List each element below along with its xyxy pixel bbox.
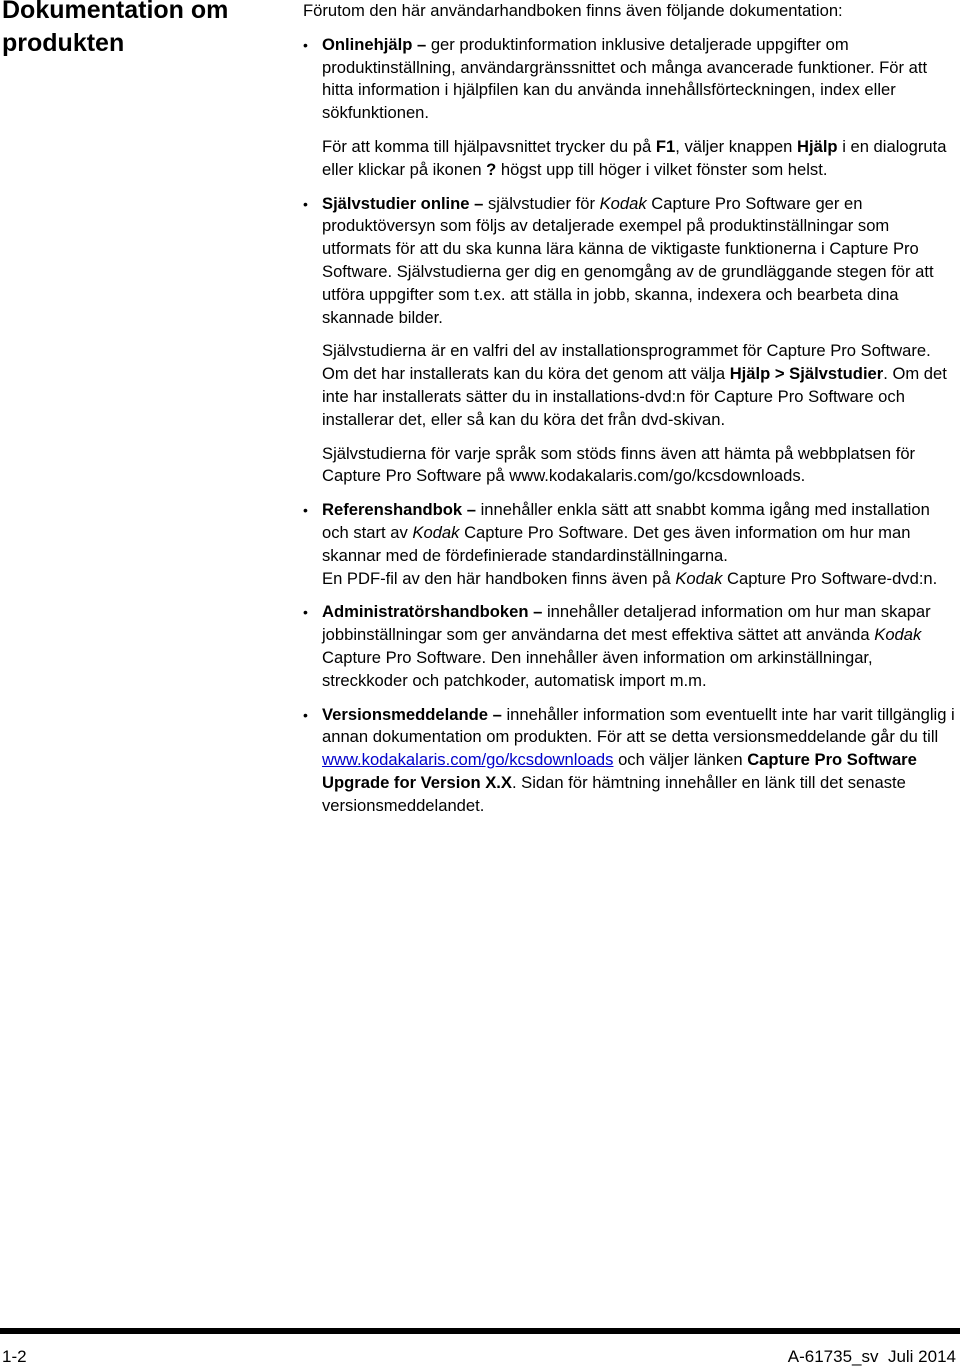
brand-kodak: Kodak: [599, 193, 647, 213]
item-text: Capture Pro Software. Det ges även information om hur man skannar med de fördefinierade standardinställningarna.: [322, 522, 911, 565]
item-dash: –: [412, 34, 431, 54]
item-text: , väljer knappen: [675, 136, 797, 156]
footer-divider: [0, 1328, 960, 1334]
item-text: och väljer länken: [613, 750, 748, 770]
item-text: För att komma till hjälpavsnittet trycker du på: [322, 136, 656, 156]
brand-kodak: Kodak: [874, 625, 922, 645]
online-help-paragraph: [322, 34, 955, 125]
content-column: [303, 0, 955, 829]
section-title: Dokumentation om produkten: [2, 0, 229, 57]
list-item-tutorials: [303, 193, 955, 489]
intro-text: Förutom den här användarhandboken finns även följande dokumentation:: [303, 1, 843, 20]
release-notes-paragraph: [322, 704, 955, 818]
item-text: innehåller information som eventuellt inte har varit tillgänglig i annan dokumentation om produkten. För att se detta versionsmeddelande går du till: [322, 704, 955, 747]
item-dash: –: [488, 704, 507, 724]
item-text: Capture Pro Software-dvd:n.: [722, 568, 938, 588]
item-title: Onlinehjälp: [322, 34, 413, 54]
item-dash: –: [469, 193, 488, 213]
key-f1: F1: [655, 136, 676, 156]
tutorials-download-paragraph: Självstudierna för varje språk som stöds finns även att hämta på webbplatsen för Capture Pro Software på www.kodakalaris.com/go/kcsdownloads.: [322, 443, 916, 486]
item-text: självstudier för: [488, 193, 600, 213]
item-text: innehåller enkla sätt att snabbt komma igång med installation och start av: [322, 500, 930, 542]
tutorials-paragraph: [322, 193, 955, 330]
item-text: En PDF-fil av den här handboken finns även på: [322, 568, 676, 588]
item-dash: –: [528, 602, 547, 622]
question-icon: ?: [486, 159, 497, 179]
item-text: . Om det inte har installerats sätter du in installations-dvd:n för Capture Pro Software och installerar det, eller så kan du köra det från dvd-skivan.: [322, 364, 947, 429]
item-text: Capture Pro Software. Den innehåller även information om arkinställningar, streckkoder och patchkoder, automatisk import m.m.: [322, 647, 873, 690]
list-item-online-help: [303, 34, 955, 182]
item-text: Capture Pro Software ger en produktöversyn som följs av detaljerade exempel på produktinställningar som utformats för att du ska kunna lära känna de viktigaste funktionerna i Capture Pro Software. Självstudierna ger dig en genomgång av de grundläggande stegen för att utföra uppgifter som t.ex. att ställa in jobb, skanna, indexera och bearbeta dina skannade bilder.: [322, 193, 934, 327]
reference-guide-paragraph: [322, 499, 955, 590]
item-text: ger produktinformation inklusive detaljerade uppgifter om produktinställning, användargränssnittet och många avancerade funktioner. För att hitta information i hjälpfilen kan du använda innehållsförteckningen, index eller sökfunktionen.: [322, 34, 928, 123]
item-title: Självstudier online: [322, 193, 470, 213]
document-id: A-61735_sv Juli 2014: [787, 1347, 956, 1366]
upgrade-link-label: Capture Pro Software Upgrade for Version X.X: [322, 750, 917, 792]
item-text: . Sidan för hämtning innehåller en länk till det senaste versionsmeddelandet.: [322, 772, 906, 815]
brand-kodak: Kodak: [412, 522, 460, 542]
list-item-release-notes: [303, 704, 955, 818]
item-text: Självstudierna är en valfri del av installationsprogrammet för Capture Pro Software. Om det har installerats kan du köra det genom att välja: [322, 341, 931, 384]
brand-kodak: Kodak: [675, 568, 723, 588]
item-title: Referenshandbok: [322, 500, 463, 520]
kcsdownloads-link[interactable]: www.kodakalaris.com/go/kcsdownloads: [322, 750, 614, 770]
item-text: högst upp till höger i vilket fönster som helst.: [496, 159, 828, 179]
item-title: Administratörshandboken: [322, 602, 529, 622]
list-item-admin-guide: [303, 601, 955, 692]
item-text: innehåller detaljerad information om hur man skapar jobbinställningar som ger användarna det mest effektiva sättet att använda: [322, 602, 931, 645]
documentation-list: [303, 34, 955, 818]
item-text: i en dialogruta eller klickar på ikonen: [322, 136, 947, 179]
admin-guide-paragraph: [322, 601, 955, 692]
page-number: 1-2: [2, 1347, 27, 1366]
item-title: Versionsmeddelande: [322, 704, 489, 724]
item-dash: –: [462, 500, 481, 520]
help-button-label: Hjälp: [797, 136, 838, 156]
tutorials-install-paragraph: [322, 340, 955, 431]
menu-path: Hjälp > Självstudier: [729, 364, 884, 384]
list-item-reference-guide: [303, 499, 955, 590]
online-help-access-paragraph: [322, 136, 955, 182]
